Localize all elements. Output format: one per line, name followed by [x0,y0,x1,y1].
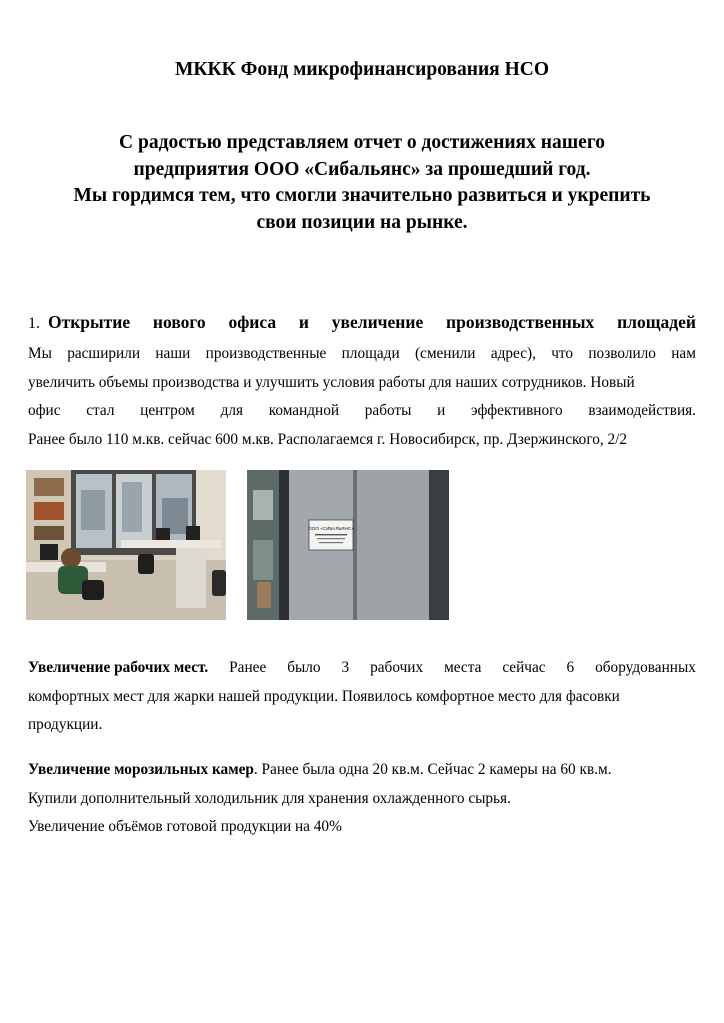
heading-word: и [298,312,310,332]
office-interior-photo [26,470,226,620]
paragraph-line: Увеличение объёмов готовой продукции на 40% [28,818,342,836]
intro-line: С радостью представляем отчет о достижениях нашего [119,132,605,153]
workplaces-paragraph [28,654,696,740]
intro-line: свои позиции на рынке. [256,211,468,233]
paragraph-line [28,654,696,683]
word: позволило [588,345,656,362]
freezers-text: . Ранее была одна 20 кв.м. Сейчас 2 камеры на 60 кв.м. [253,761,612,778]
paragraph-line: комфортных мест для жарки нашей продукции. Появилось комфортное место для фасовки [28,687,620,705]
word: нам [671,345,696,362]
word: офис [28,402,61,420]
section-1-first-word [28,310,130,336]
intro-statement [20,130,704,236]
paragraph-line [28,397,696,426]
word: Мы [28,345,52,362]
word: для [220,402,244,420]
office-photo-icon [26,470,226,620]
section-1-heading [28,310,696,336]
word: что [551,345,574,362]
heading-word: увеличение [331,312,424,332]
word: взаимодействия. [588,402,696,420]
word: 3 [341,659,350,676]
word: сейчас [502,659,546,676]
heading-word: Открытие [48,312,131,332]
paragraph-line: увеличить объемы производства и улучшить условия работы для наших сотрудников. Новый [28,373,635,391]
word: было [287,659,321,676]
paragraph-line: продукции. [28,716,103,734]
word: эффективного [470,402,563,420]
heading-word: нового [152,312,206,332]
word: Ранее [229,659,267,676]
word: места [444,659,482,676]
paragraph-line [28,340,696,369]
organization-title: МККК Фонд микрофинансирования НСО [174,59,550,80]
word: расширили [67,345,141,362]
section-1-paragraph [28,340,696,455]
heading-word: офиса [228,312,277,332]
paragraph-line [28,756,696,785]
word: стал [86,402,115,420]
word: работы [364,402,412,420]
section-number: 1. [28,315,40,332]
word: командной [268,402,340,420]
intro-line: Мы гордимся тем, что смогли значительно развиться и укрепить [73,185,651,206]
freezers-paragraph [28,756,696,842]
door-sign-title: ООО «СИБАЛЬЯНС» [308,526,354,531]
intro-line: предприятия ООО «Сибальянс» за прошедший год. [133,158,591,180]
word: рабочих [370,659,424,676]
office-door-photo [247,470,449,620]
heading-word: площадей [617,312,696,332]
word: (сменили [414,345,476,362]
paragraph-line: Ранее было 110 м.кв. сейчас 600 м.кв. Располагаемся г. Новосибирск, пр. Дзержинского, 2/2 [28,431,628,449]
heading-word: производственных [446,312,595,332]
word: 6 [566,659,575,676]
paragraph-line: Купили дополнительный холодильник для хранения охлажденного сырья. [28,789,511,807]
word: наши [155,345,191,362]
word: оборудованных [595,659,696,676]
word: центром [140,402,195,420]
word: адрес), [490,345,536,362]
word: производственные [205,345,327,362]
word: и [437,402,446,420]
freezers-label: Увеличение морозильных камер [28,761,254,778]
workplaces-label: Увеличение рабочих мест. [28,659,209,676]
door-photo-icon [247,470,449,620]
word: площади [341,345,400,362]
